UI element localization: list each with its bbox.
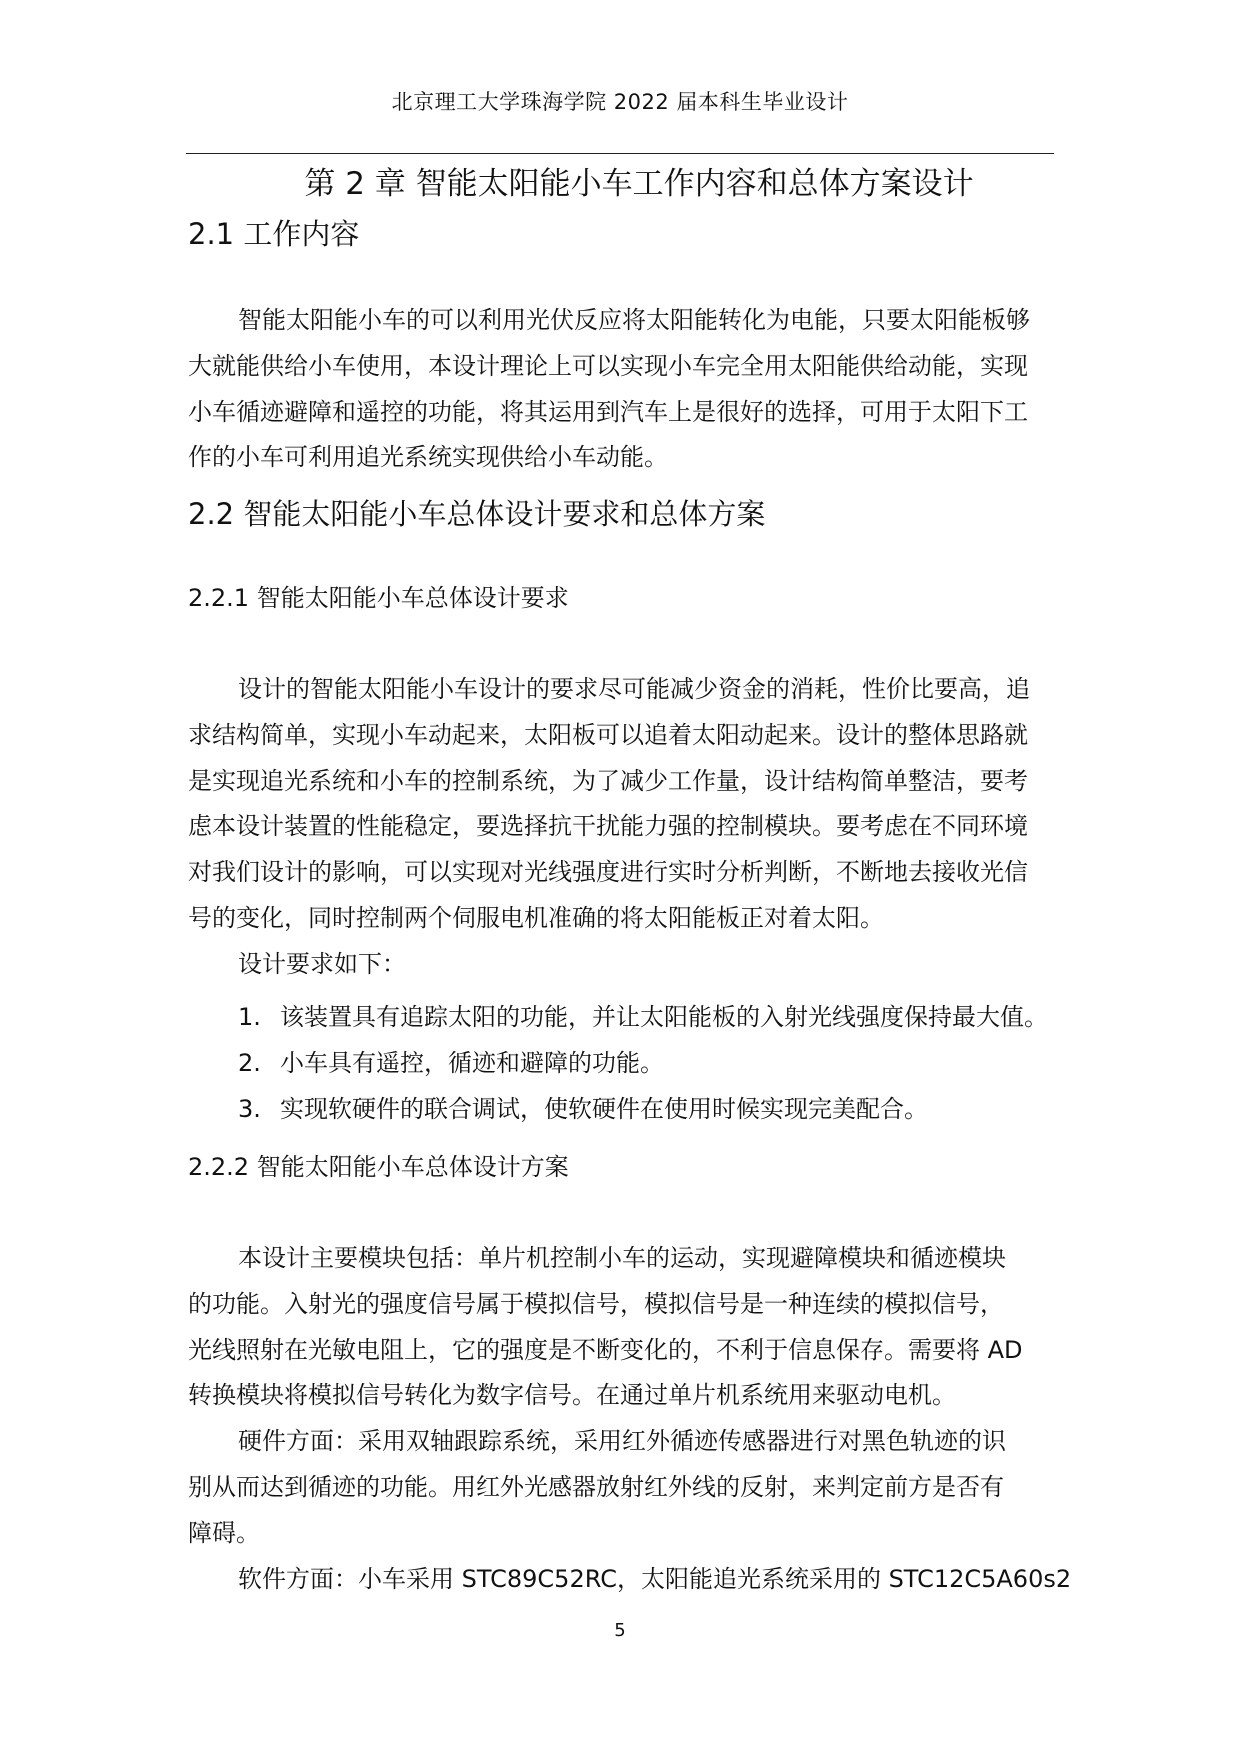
list-text: 小车具有遥控，循迹和避障的功能。	[280, 1049, 664, 1077]
paragraph-line: 硬件方面：采用双轴跟踪系统，采用红外循迹传感器进行对黑色轨迹的识	[238, 1427, 1006, 1456]
page-number: 5	[614, 1620, 626, 1641]
list-text: 该装置具有追踪太阳的功能，并让太阳能板的入射光线强度保持最大值。	[280, 1003, 1048, 1031]
paragraph-line: 作的小车可利用追光系统实现供给小车动能。	[188, 443, 668, 472]
chapter-title: 第 2 章 智能太阳能小车工作内容和总体方案设计	[304, 166, 974, 202]
list-number: 2.	[238, 1049, 261, 1077]
paragraph-work-content	[188, 298, 1056, 481]
running-header: 北京理工大学珠海学院 2022 届本科生毕业设计	[391, 90, 849, 114]
header-divider	[186, 153, 1054, 154]
paragraph-line: 本设计主要模块包括：单片机控制小车的运动，实现避障模块和循迹模块	[238, 1244, 1006, 1272]
paragraph-line: 的功能。入射光的强度信号属于模拟信号，模拟信号是一种连续的模拟信号，	[188, 1289, 1004, 1318]
requirements-intro: 设计要求如下：	[238, 949, 406, 978]
section-heading-2-2-1: 2.2.1 智能太阳能小车总体设计要求	[188, 584, 569, 612]
list-item	[238, 1043, 664, 1078]
list-number: 3.	[238, 1095, 261, 1123]
paragraph-line: 转换模块将模拟信号转化为数字信号。在通过单片机系统用来驱动电机。	[188, 1381, 956, 1410]
list-text: 实现软硬件的联合调试，使软硬件在使用时候实现完美配合。	[280, 1095, 928, 1123]
paragraph-line: 智能太阳能小车的可以利用光伏反应将太阳能转化为电能，只要太阳能板够	[238, 306, 1030, 334]
paragraph-design-requirements	[188, 667, 1056, 988]
paragraph-line: 别从而达到循迹的功能。用红外光感器放射红外线的反射，来判定前方是否有	[188, 1472, 1004, 1501]
section-heading-2-2: 2.2 智能太阳能小车总体设计要求和总体方案	[188, 497, 766, 531]
paragraph-line: 软件方面：小车采用 STC89C52RC，太阳能追光系统采用的 STC12C5A60s2	[238, 1564, 1072, 1593]
paragraph-line: 求结构简单，实现小车动起来，太阳板可以追着太阳动起来。设计的整体思路就	[188, 720, 1028, 749]
paragraph-design-scheme	[188, 1236, 1072, 1602]
paragraph-line: 大就能供给小车使用，本设计理论上可以实现小车完全用太阳能供给动能，实现	[188, 351, 1028, 380]
list-number: 1.	[238, 1003, 261, 1031]
section-heading-2-2-2: 2.2.2 智能太阳能小车总体设计方案	[188, 1153, 569, 1181]
paragraph-line: 号的变化，同时控制两个伺服电机准确的将太阳能板正对着太阳。	[188, 903, 884, 932]
paragraph-line: 虑本设计装置的性能稳定，要选择抗干扰能力强的控制模块。要考虑在不同环境	[188, 812, 1028, 841]
section-heading-2-1: 2.1 工作内容	[188, 217, 360, 251]
paragraph-line: 光线照射在光敏电阻上，它的强度是不断变化的，不利于信息保存。需要将 AD	[188, 1335, 1023, 1364]
paragraph-line: 设计的智能太阳能小车设计的要求尽可能减少资金的消耗，性价比要高，追	[238, 675, 1030, 703]
paragraph-line: 障碍。	[188, 1518, 260, 1547]
paragraph-line: 是实现追光系统和小车的控制系统，为了减少工作量，设计结构简单整洁，要考	[188, 766, 1028, 795]
list-item	[238, 997, 1048, 1032]
paragraph-line: 对我们设计的影响，可以实现对光线强度进行实时分析判断，不断地去接收光信	[188, 858, 1028, 887]
list-item	[238, 1089, 928, 1124]
paragraph-line: 小车循迹避障和遥控的功能，将其运用到汽车上是很好的选择，可用于太阳下工	[188, 397, 1028, 426]
